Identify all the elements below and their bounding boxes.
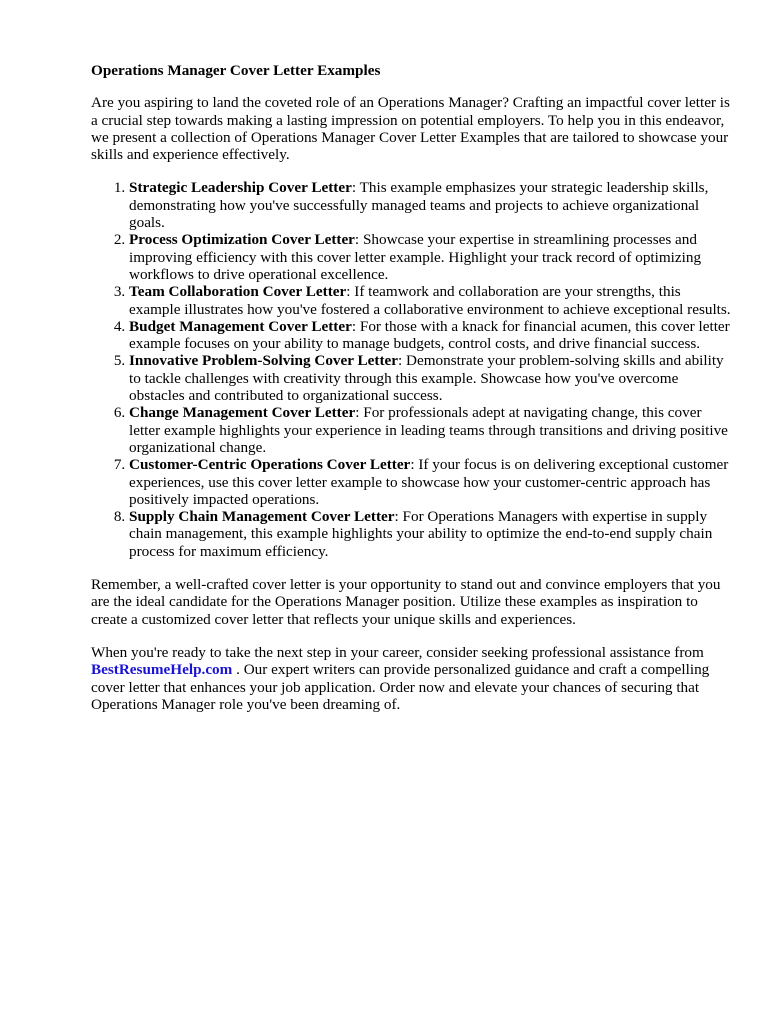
- list-item-separator: :: [354, 231, 360, 249]
- list-item: [129, 179, 731, 231]
- list-item-description: For Operations Managers with expertise in supply chain management, this example highlights your ability to optimize the end-to-end supply chain process for maximum efficiency.: [129, 508, 713, 560]
- list-item: [129, 352, 731, 404]
- closing-text-after-link: . Our expert writers can provide personalized guidance and craft a compelling cover letter that enhances your job application. Order now and elevate your chances of securing that Operations Manager role you've been dreaming of.: [91, 661, 710, 713]
- list-item-term: Innovative Problem-Solving Cover Letter: [129, 352, 398, 370]
- list-item-term: Supply Chain Management Cover Letter: [129, 508, 395, 526]
- list-item-separator: :: [355, 404, 360, 422]
- bestresumehelp-link[interactable]: BestResumeHelp.com: [91, 661, 233, 679]
- list-item-separator: :: [351, 179, 357, 197]
- list-item: [129, 231, 731, 283]
- list-item-description: For professionals adept at navigating change, this cover letter example highlights your experience in leading teams through transitions and driving positive organizational change.: [129, 404, 728, 456]
- list-item-description: This example emphasizes your strategic leadership skills, demonstrating how you've successfully managed teams and projects to achieve organizational goals.: [129, 179, 709, 232]
- list-item-separator: :: [346, 283, 351, 301]
- intro-paragraph: Are you aspiring to land the coveted role of an Operations Manager? Crafting an impactful cover letter is a crucial step towards making a lasting impression on potential employers. To help you in this endeavor, we present a collection of Operations Manager Cover Letter Examples that are tailored to showcase your skills and experience effectively.: [91, 94, 730, 164]
- list-item-description: If teamwork and collaboration are your strengths, this example illustrates how you've fostered a collaborative environment to achieve exceptional results.: [129, 283, 731, 318]
- closing-paragraph: [91, 644, 731, 713]
- list-item-term: Budget Management Cover Letter: [129, 317, 352, 335]
- document-page: [91, 62, 731, 729]
- list-item-separator: :: [394, 508, 399, 526]
- list-item-term: Team Collaboration Cover Letter: [129, 283, 347, 301]
- document-title: Operations Manager Cover Letter Examples: [91, 62, 381, 79]
- list-item-separator: :: [410, 456, 415, 474]
- list-item-separator: :: [351, 317, 357, 335]
- remember-paragraph: Remember, a well-crafted cover letter is your opportunity to stand out and convince employers that you are the ideal candidate for the Operations Manager position. Utilize these examples as inspiration to create a customized cover letter that reflects your unique skills and experiences.: [91, 576, 721, 628]
- list-item-term: Process Optimization Cover Letter: [129, 231, 355, 249]
- list-item-term: Strategic Leadership Cover Letter: [129, 179, 352, 197]
- list-item: [129, 508, 731, 560]
- list-item: [129, 318, 731, 353]
- examples-list: [91, 179, 731, 560]
- list-item: [129, 456, 731, 508]
- closing-text-before-link: When you're ready to take the next step in your career, consider seeking professional assistance from: [91, 643, 704, 661]
- list-item: [129, 404, 731, 456]
- list-item-description: If your focus is on delivering exceptional customer experiences, use this cover letter example to showcase how your customer-centric approach has positively impacted operations.: [129, 456, 729, 508]
- list-item-description: For those with a knack for financial acumen, this cover letter example focuses on your ability to manage budgets, control costs, and drive financial success.: [129, 317, 730, 353]
- list-item-term: Customer-Centric Operations Cover Letter: [129, 456, 411, 474]
- list-item-description: Showcase your expertise in streamlining processes and improving efficiency with this cover letter example. Highlight your track record of optimizing workflows to drive operational excellence.: [129, 231, 702, 283]
- list-item: [129, 283, 731, 318]
- list-item-separator: :: [398, 352, 403, 370]
- list-item-term: Change Management Cover Letter: [129, 404, 356, 422]
- list-item-description: Demonstrate your problem-solving skills and ability to tackle challenges with creativity through this example. Showcase how you've overcome obstacles and contributed to organizational success.: [129, 352, 724, 405]
